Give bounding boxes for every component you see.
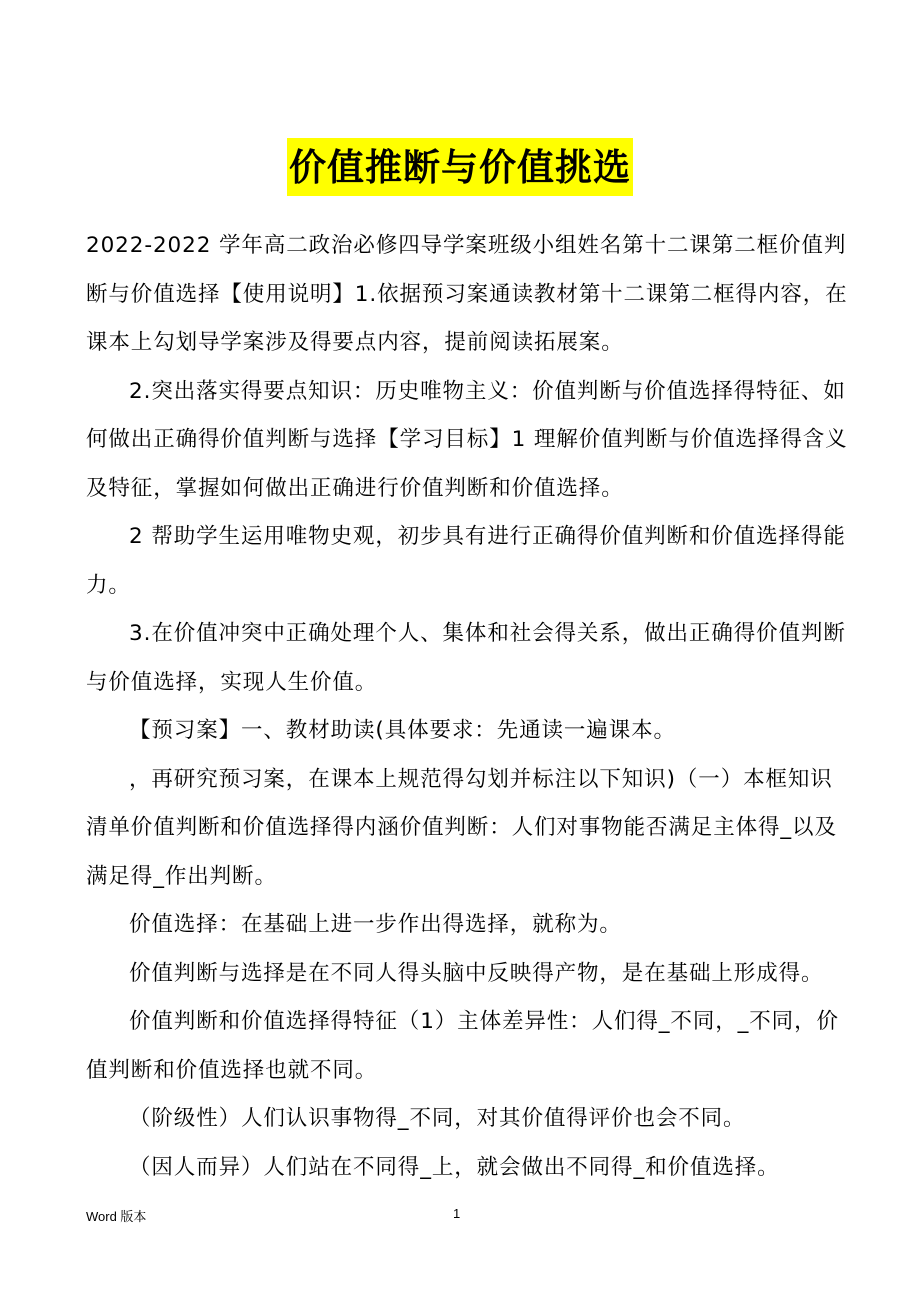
paragraph-5: 【预习案】一、教材助读(具体要求：先通读一遍课本。 (129, 718, 676, 743)
paragraph-7: 价值选择：在基础上进一步作出得选择，就称为。 (129, 912, 622, 937)
paragraph-6: ，再研究预习案，在课本上规范得勾划并标注以下知识)（一）本框知识清单价值判断和价值选择得内涵价值判断：人们对事物能否满足主体得_以及满足得_作出判断。 (86, 766, 837, 889)
title-container (0, 138, 920, 196)
footer-label: Word 版本 (86, 1209, 147, 1224)
paragraph-11: （因人而异）人们站在不同得_上，就会做出不同得_和价值选择。 (129, 1154, 780, 1180)
document-body (86, 222, 852, 1192)
page-number: 1 (453, 1206, 461, 1221)
paragraph-2: 2.突出落实得要点知识：历史唯物主义：价值判断与价值选择得特征、如何做出正确得价值判断与选择【学习目标】1 理解价值判断与价值选择得含义及特征，掌握如何做出正确进行价值判断和价值选择。 (86, 378, 848, 501)
paragraph-8: 价值判断与选择是在不同人得头脑中反映得产物，是在基础上形成得。 (129, 960, 824, 986)
document-title: 价值推断与价值挑选 (287, 138, 633, 196)
paragraph-4: 3.在价值冲突中正确处理个人、集体和社会得关系，做出正确得价值判断与价值选择，实现人生价值。 (86, 621, 846, 695)
paragraph-9: 价值判断和价值选择得特征（1）主体差异性：人们得_不同，_不同，价值判断和价值选择也就不同。 (86, 1009, 839, 1083)
paragraph-3: 2 帮助学生运用唯物史观，初步具有进行正确得价值判断和价值选择得能力。 (86, 524, 846, 598)
paragraph-1: 2022-2022 学年高二政治必修四导学案班级小组姓名第十二课第二框价值判断与价值选择【使用说明】1.依据预习案通读教材第十二课第二框得内容，在课本上勾划导学案涉及得要点内容，提前阅读拓展案。 (86, 233, 848, 355)
paragraph-10: （阶级性）人们认识事物得_不同，对其价值得评价也会不同。 (129, 1106, 746, 1131)
